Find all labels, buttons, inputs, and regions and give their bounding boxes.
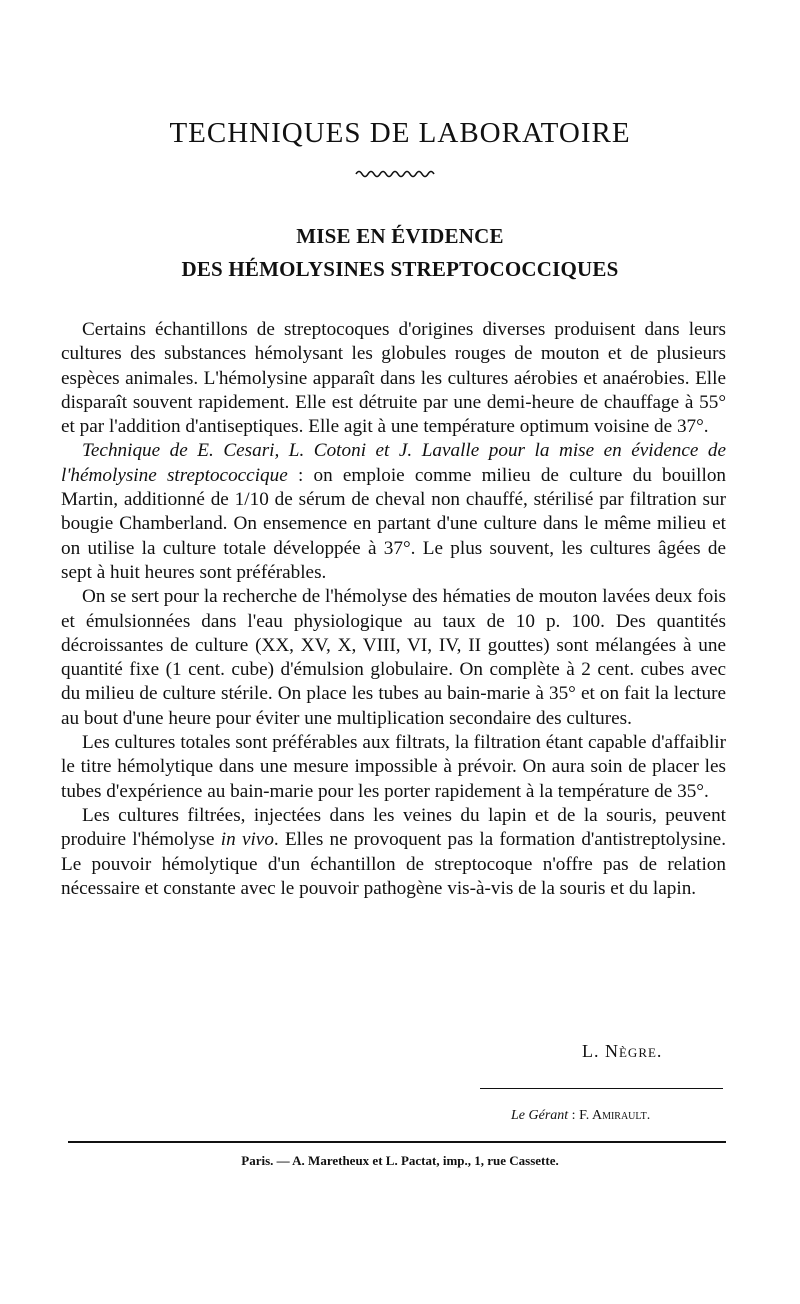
signature-divider	[480, 1088, 723, 1089]
article-title	[0, 220, 800, 286]
gerant-separator: :	[568, 1108, 580, 1123]
gerant-label: Le Gérant	[511, 1108, 569, 1123]
gerant-name: F. Amirault.	[579, 1108, 651, 1123]
article-body	[61, 318, 726, 901]
paragraph-4: Les cultures totales sont préférables aux filtrats, la filtration étant capable d'affaiblir le titre hémolytique dans une mesure impossible à prévoir. On aura soin de placer les tubes d'expérience au bain-marie pour les porter rapidement à la température de 35°.	[61, 732, 726, 802]
in-vivo-term: in vivo	[220, 829, 274, 851]
paragraph-5-text-b: . Elles ne provoquent pas la formation d'antistreptolysine. Le pouvoir hémolytique d'un échantillon de streptocoque n'offre pas de relation nécessaire et constante avec le pouvoir pathogène vis-à-vis de la souris et du lapin.	[61, 829, 726, 899]
technique-heading: Technique de E. Cesari, L. Cotoni et J. Lavalle pour la mise en évidence de l'hémolysine streptococcique	[61, 440, 726, 486]
article-title-line-2: DES HÉMOLYSINES STREPTOCOCCIQUES	[181, 257, 619, 281]
footer-divider	[68, 1141, 726, 1143]
section-title: TECHNIQUES DE LABORATOIRE	[169, 117, 631, 149]
article-title-line-1: MISE EN ÉVIDENCE	[296, 224, 504, 248]
paragraph-5-text-a: Les cultures filtrées, injectées dans les veines du lapin et de la souris, peuvent produire l'hémolyse	[61, 804, 726, 851]
paragraph-2	[61, 439, 726, 585]
paragraph-1: Certains échantillons de streptocoques d'origines diverses produisent dans leurs cultures des substances hémolysant les globules rouges de mouton et de plusieurs espèces animales. L'hémolysine apparaît dans les cultures aérobies et anaérobies. Elle disparaît souvent rapidement. Elle est détruite par une demi-heure de chauffage à 55° et par l'addition d'antiseptiques. Elle agit à une température optimum voisine de 37°.	[61, 319, 726, 438]
paragraph-3: On se sert pour la recherche de l'hémolyse des hématies de mouton lavées deux fois et émulsionnées dans l'eau physiologique au taux de 10 p. 100. Des quantités décroissantes de culture (XX, XV, X, VIII, VI, IV, II gouttes) sont mélangées à une quantité fixe (1 cent. cube) d'émulsion globulaire. On complète à 2 cent. cubes avec du milieu de culture stérile. On place les tubes au bain-marie à 35° et on fait la lecture au bout d'une heure pour éviter une multiplication secondaire des cultures.	[61, 586, 726, 729]
paragraph-2-text: : on emploie comme milieu de culture du bouillon Martin, additionné de 1/10 de sérum de cheval non chauffé, stérilisé par filtration sur bougie Chamberland. On ensemence en partant d'une culture dans le même milieu et on utilise la culture totale développée à 37°. Le plus souvent, les cultures âgées de sept à huit heures sont préférables.	[61, 464, 727, 583]
author-signature: L. Nègre.	[582, 1041, 663, 1061]
printer-imprint: Paris. — A. Maretheux et L. Pactat, imp., 1, rue Cassette.	[241, 1153, 559, 1168]
paragraph-5	[61, 804, 726, 901]
decorative-ornament	[355, 166, 437, 178]
gerant-line	[511, 1108, 650, 1124]
